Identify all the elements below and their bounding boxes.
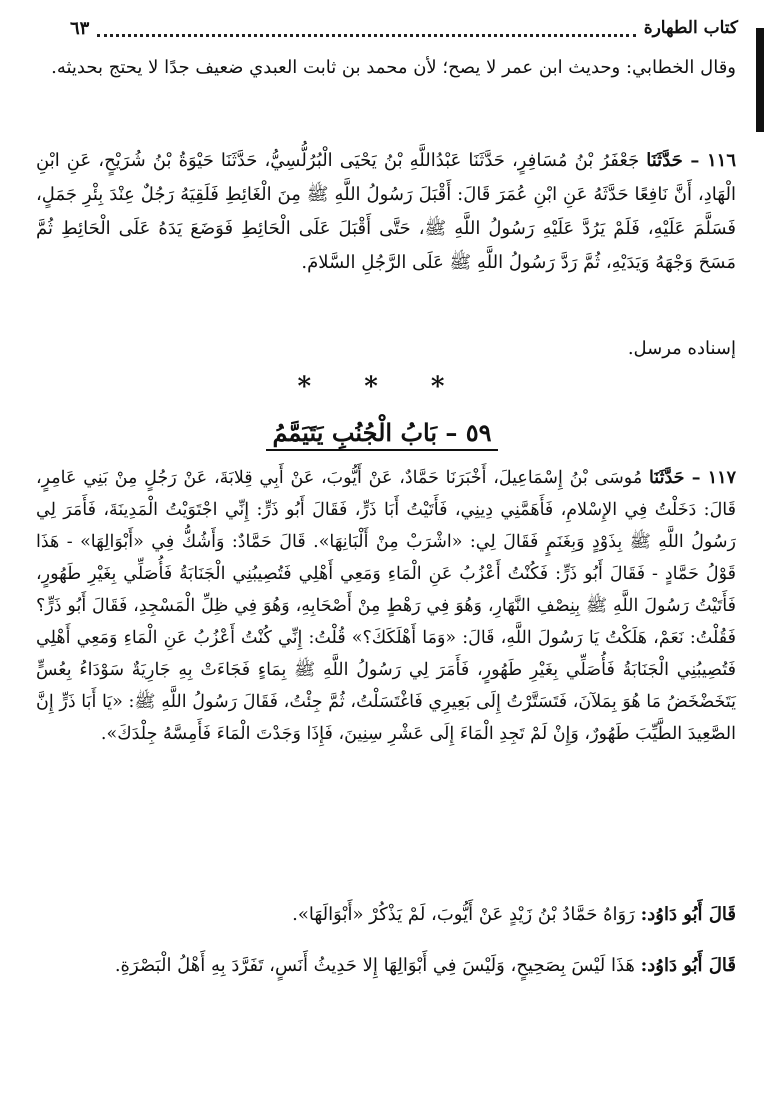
header-title: كتاب الطهارة: [643, 18, 738, 38]
chapter-title: ٥٩ – بَابُ الْجُنُبِ يَتَيَمَّمُ: [266, 418, 497, 451]
hadith-116-number: ١١٦ – حَدَّثَنَا: [646, 150, 736, 171]
page-number: ٦٣: [70, 17, 90, 39]
top-note-text: وقال الخطابي: وحديث ابن عمر لا يصح؛ لأن محمد بن ثابت العبدي ضعيف جدًا لا يحتج بحديثه.: [51, 57, 736, 78]
running-header: [70, 14, 738, 42]
abu-dawud-label-2: قَالَ أَبُو دَاوُد:: [640, 955, 736, 976]
abu-dawud-text-1: رَوَاهُ حَمَّادُ بْنُ زَيْدٍ عَنْ أَيُّوبَ، لَمْ يَذْكُرْ «أَبْوَالَهَا».: [292, 904, 641, 925]
abu-dawud-text-2: هَذَا لَيْسَ بِصَحِيحٍ، وَلَيْسَ فِي أَبْوَالِهَا إِلا حَدِيثُ أَنَسٍ، تَفَرَّدَ بِهِ أَهْلُ الْبَصْرَةِ.: [114, 955, 641, 976]
top-note: [36, 52, 736, 83]
abu-dawud-note-1: [36, 900, 736, 931]
hadith-116: [36, 144, 736, 280]
hadith-117-number: ١١٧ – حَدَّثَنَا: [648, 468, 736, 488]
page-edge-bar: [756, 28, 764, 132]
hadith-117-text: مُوسَى بْنُ إِسْمَاعِيلَ، أَخْبَرَنَا حَمَّادٌ، عَنْ أَيُّوبَ، عَنْ أَبِي قِلابَةَ، عَنْ رَجُلٍ مِنْ بَنِي عَامِرٍ، قَالَ: دَخَلْتُ فِي الإِسْلامِ، فَأَهَمَّنِي دِينِي، فَأَتَيْتُ أَبَا ذَرٍّ، فَقَالَ أَبُو ذَرٍّ: إِنِّي اجْتَوَيْتُ الْمَدِينَةَ، فَأَمَرَ لِي رَسُولُ اللَّهِ ﷺ بِذَوْدٍ وَبِغَنَمٍ فَقَالَ لِي: «اشْرَبْ مِنْ أَلْبَانِهَا». قَالَ حَمَّادٌ: وَأَشُكُّ فِي «أَبْوَالِهَا» - هَذَا قَوْلُ حَمَّادٍ - فَقَالَ أَبُو ذَرٍّ: فَكُنْتُ أَعْزُبُ عَنِ الْمَاءِ وَمَعِي أَهْلِي فَتُصِيبُنِي الْجَنَابَةُ فَأُصَلِّي بِغَيْرِ طَهُورٍ، فَأَتَيْتُ رَسُولَ اللَّهِ ﷺ بِنِصْفِ النَّهَارِ، وَهُوَ فِي رَهْطٍ مِنْ أَصْحَابِهِ، وَهُوَ فِي ظِلِّ الْمَسْجِدِ، فَقَالَ أَبُو ذَرٍّ؟ فَقُلْتُ: نَعَمْ، هَلَكْتُ يَا رَسُولَ اللَّهِ، قَالَ: «وَمَا أَهْلَكَكَ؟» قُلْتُ: إِنِّي كُنْتُ أَعْزُبُ عَنِ الْمَاءِ وَمَعِي أَهْلِي فَتُصِيبُنِي الْجَنَابَةُ فَأُصَلِّي بِغَيْرِ طَهُورٍ، فَأَمَرَ لِي رَسُولُ اللَّهِ ﷺ بِمَاءٍ فَجَاءَتْ بِهِ جَارِيَةٌ سَوْدَاءُ بِعُسٍّ يَتَخَضْخَضُ مَا هُوَ بِمَلآنَ، فَتَسَتَّرْتُ إِلَى بَعِيرِي فَاغْتَسَلْتُ، ثُمَّ جِئْتُ، فَقَالَ رَسُولُ اللَّهِ ﷺ: «يَا أَبَا ذَرٍّ إِنَّ الصَّعِيدَ الطَّيِّبَ طَهُورٌ، وَإِنْ لَمْ تَجِدِ الْمَاءَ إِلَى عَشْرِ سِنِينَ، فَإِذَا وَجَدْتَ الْمَاءَ فَأَمِسَّهُ جِلْدَكَ».: [36, 468, 736, 744]
isnad-note-text: إسناده مرسل.: [627, 338, 736, 359]
header-dotted-leader: [97, 20, 635, 37]
hadith-116-text: جَعْفَرُ بْنُ مُسَافِرٍ، حَدَّثَنَا عَبْدُاللَّهِ بْنُ يَحْيَى الْبُرُلُّسِيُّ، حَدَّثَنَا حَيْوَةُ بْنُ شُرَيْحٍ، عَنِ ابْنِ الْهَادِ، أَنَّ نَافِعًا حَدَّثَهُ عَنِ ابْنِ عُمَرَ قَالَ: أَقْبَلَ رَسُولُ اللَّهِ ﷺ مِنَ الْغَائِطِ فَلَقِيَهُ رَجُلٌ عِنْدَ بِئْرِ جَمَلٍ، فَسَلَّمَ عَلَيْهِ، فَلَمْ يَرُدَّ عَلَيْهِ رَسُولُ اللَّهِ ﷺ، حَتَّى أَقْبَلَ عَلَى الْحَائِطِ فَوَضَعَ يَدَهُ عَلَى الْحَائِطِ ثُمَّ مَسَحَ وَجْهَهُ وَيَدَيْهِ، ثُمَّ رَدَّ رَسُولُ اللَّهِ ﷺ عَلَى الرَّجُلِ السَّلامَ.: [36, 150, 736, 273]
abu-dawud-note-2: [36, 948, 736, 984]
isnad-note: [36, 334, 736, 365]
abu-dawud-label-1: قَالَ أَبُو دَاوُد:: [640, 904, 736, 925]
chapter-heading: [0, 418, 764, 451]
hadith-117: [36, 462, 736, 750]
section-separator: * * *: [297, 372, 467, 402]
